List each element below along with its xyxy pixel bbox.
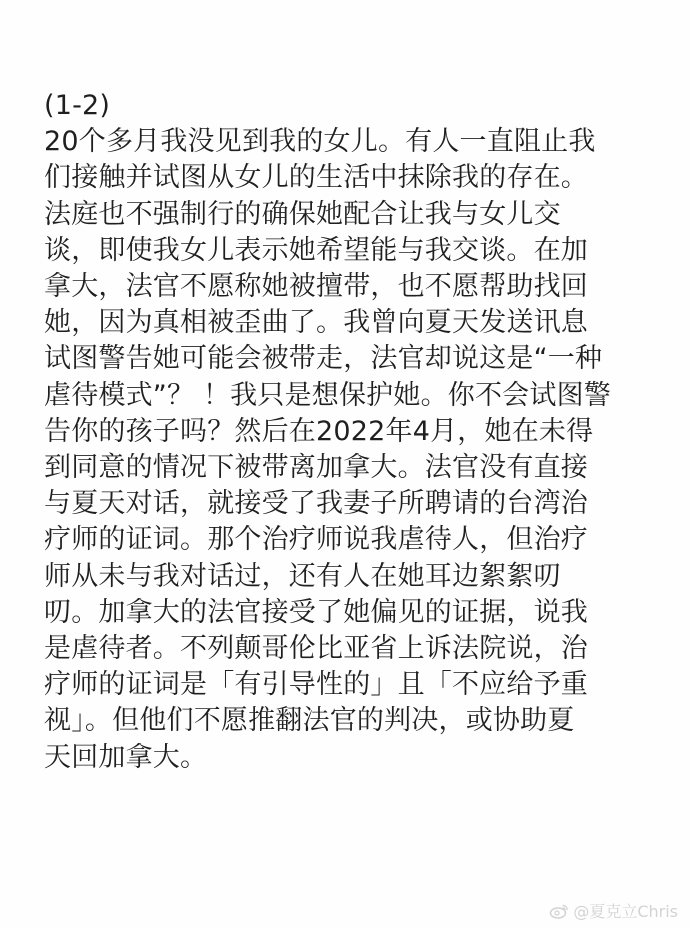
text-line: 到同意的情况下被带离加拿大。法官没有直接 (44, 452, 588, 484)
text-line: 拿大，法官不愿称她被擅带，也不愿帮助找回 (44, 271, 588, 303)
text-line: 谈，即使我女儿表示她希望能与我交谈。在加 (44, 234, 588, 266)
text-line: 20个多月我没见到我的女儿。有人一直阻止我 (44, 126, 596, 158)
post-text (44, 88, 654, 776)
text-line: 叨。加拿大的法官接受了她偏见的证据，说我 (44, 596, 588, 628)
text-line: 虐待模式”？ ！我只是想保护她。你不会试图警 (44, 379, 611, 411)
text-line: 是虐待者。不列颠哥伦比亚省上诉法院说，治 (44, 633, 588, 665)
text-line: 与夏天对话，就接受了我妻子所聘请的台湾治 (44, 488, 588, 520)
text-line: 疗师的证词是「有引导性的」且「不应给予重 (44, 669, 588, 701)
weibo-icon (549, 903, 569, 919)
watermark (549, 899, 678, 922)
text-line: 试图警告她可能会被带走，法官却说这是“一种 (44, 343, 603, 375)
text-line: 视」。但他们不愿推翻法官的判决，或协助夏 (44, 705, 575, 737)
text-line: 们接触并试图从女儿的生活中抹除我的存在。 (44, 162, 588, 194)
text-line: (1-2) (44, 90, 111, 121)
text-line: 法庭也不强制行的确保她配合让我与女儿交 (44, 198, 561, 230)
text-line: 天回加拿大。 (44, 741, 208, 773)
text-line: 告你的孩子吗？然后在2022年4月，她在未得 (44, 415, 594, 447)
text-line: 师从未与我对话过，还有人在她耳边絮絮叨 (44, 560, 561, 592)
watermark-text: @夏克立Chris (573, 902, 678, 921)
text-line: 疗师的证词。那个治疗师说我虐待人，但治疗 (44, 524, 588, 556)
text-line: 她，因为真相被歪曲了。我曾向夏天发送讯息 (44, 307, 588, 339)
